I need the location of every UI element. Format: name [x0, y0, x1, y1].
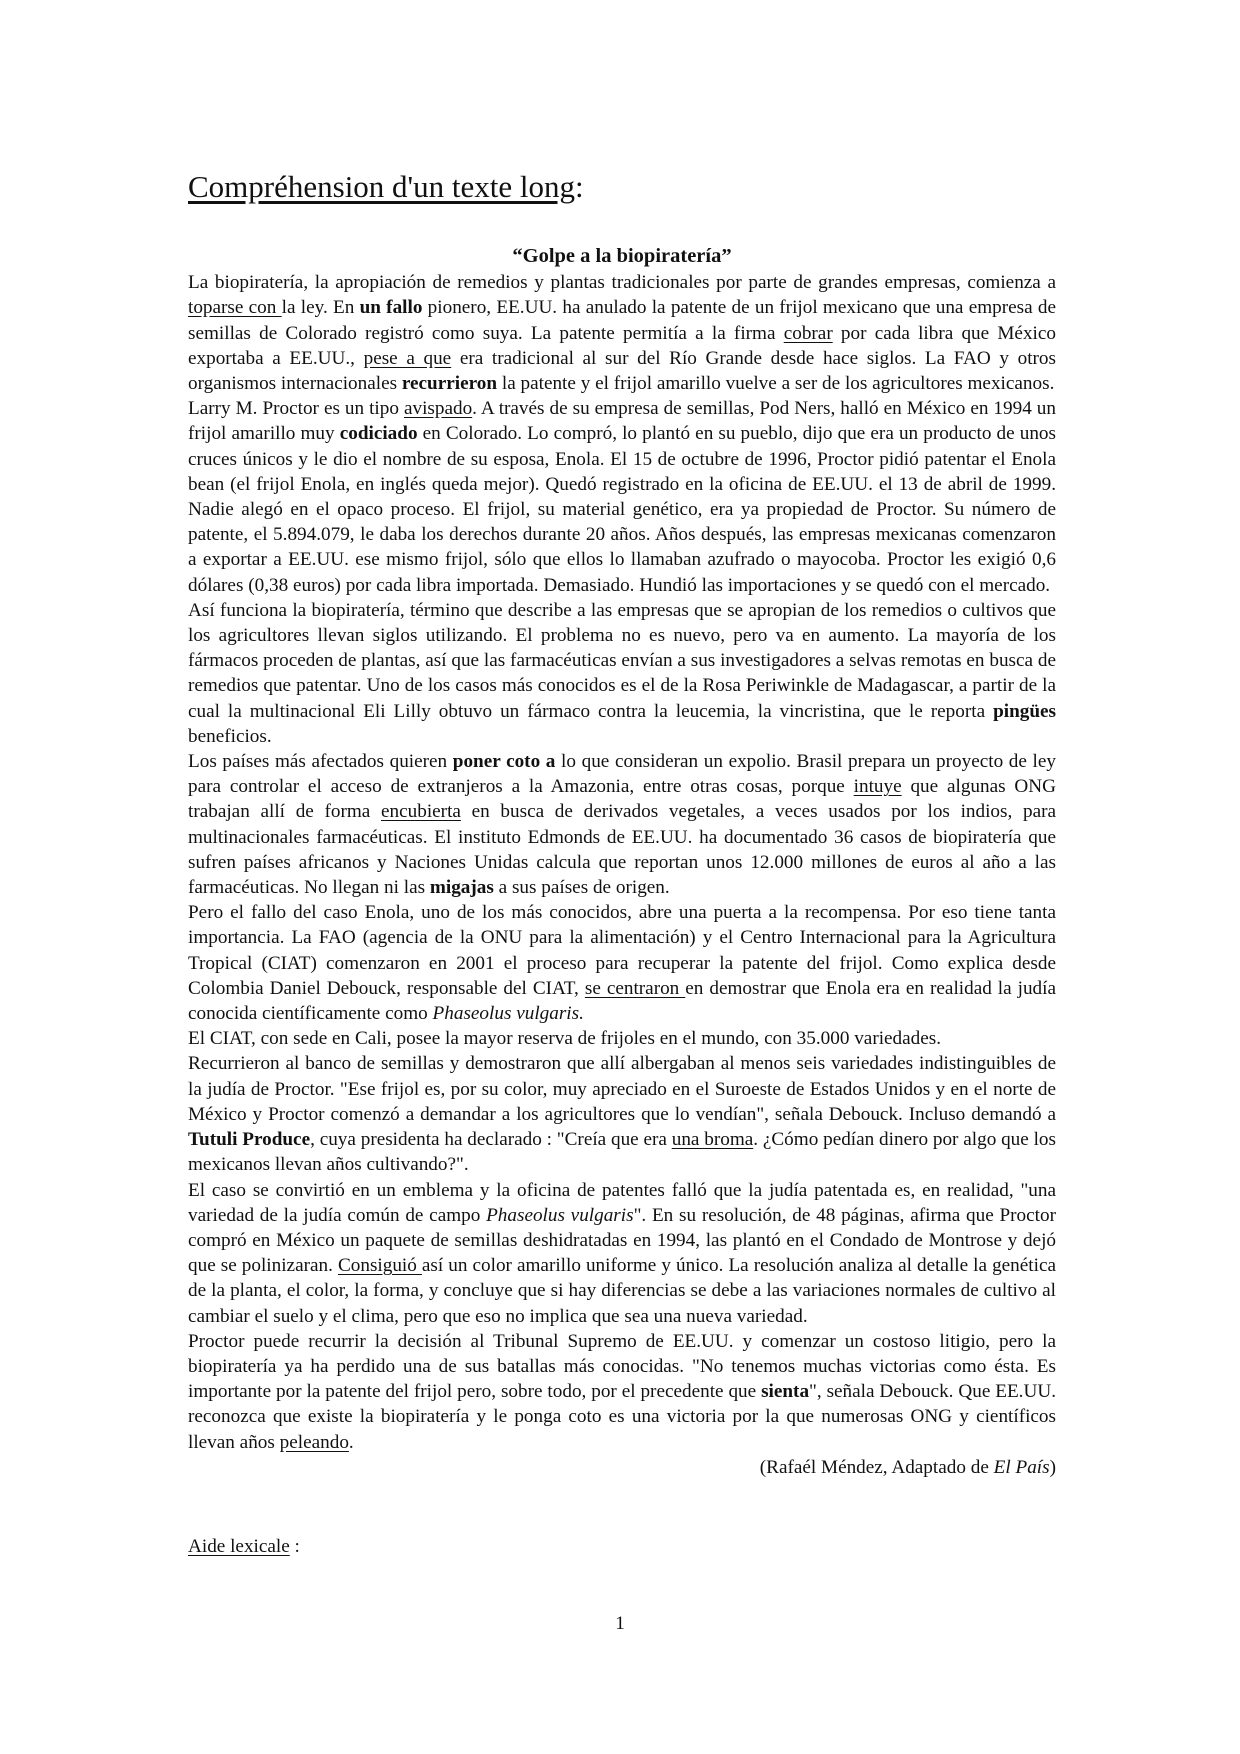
underlined-term: cobrar [783, 322, 833, 344]
article-paragraph [188, 749, 1056, 900]
text-run: en Colorado. Lo compró, lo plantó en su pueblo, dijo que era un producto de unos cruces únicos y le dio el nombre de su esposa, Enola. El 15 de octubre de 1996, Proctor pidió patentar el Enola bean (el frijol Enola, en inglés queda mejor). Quedó registrado en la oficina de EE.UU. el 13 de abril de 1999. Nadie alegó en el opaco proceso. El frijol, su material genético, era ya propiedad de Proctor. Su número de patente, el 5.894.079, le daba los derechos durante 20 años. Años después, las empresas mexicanas comenzaron a exportar a EE.UU. ese mismo frijol, sólo que ellos lo llamaban azufrado o mayocoba. Proctor les exigió 0,6 dólares (0,38 euros) por cada libra importada. Demasiado. Hundió las importaciones y se quedó con el mercado. [188, 423, 1056, 596]
text-run: que algunas ONG trabajan allí de forma [188, 776, 1057, 823]
article-paragraph [188, 1051, 1056, 1177]
text-run: El CIAT, con sede en Cali, posee la mayor reserva de frijoles en el mundo, con 35.000 variedades. [188, 1028, 942, 1050]
italic-text: Phaseolus vulgaris [486, 1204, 634, 1226]
article-title: “Golpe a la biopiratería” [512, 245, 732, 268]
text-run: así un color amarillo uniforme y único. La resolución analiza al detalle la genética de la planta, el color, la forma, y concluye que si hay diferencias se debe a las variaciones normales de cultivo al cambiar el suelo y el clima, pero que eso no implica que sea una nueva variedad. [188, 1255, 1056, 1327]
bold-term: pingües [993, 700, 1056, 722]
text-run: Así funciona la biopiratería, término que describe a las empresas que se apropian de los remedios o cultivos que los agricultores llevan siglos utilizando. El problema no es nuevo, pero va en aumento. La mayoría de los fármacos proceden de plantas, así que las farmacéuticas envían a sus investigadores a selvas remotas en busca de remedios que patentar. Uno de los casos más conocidos es el de la Rosa Periwinkle de Madagascar, a partir de la cual la multinacional Eli Lilly obtuvo un fármaco contra la leucemia, la vincristina, que le reporta [188, 599, 1056, 722]
bold-term: Tutuli Produce [188, 1129, 311, 1151]
text-run: en demostrar que Enola era en realidad la judía conocida científicamente como [188, 977, 1056, 1025]
text-run: Pero el fallo del caso Enola, uno de los más conocidos, abre una puerta a la recompensa. Por eso tiene tanta importancia. La FAO (agencia de la ONU para la alimentación) y el Centro Internacional para la Agricultura Tropical (CIAT) comenzaron en 2001 el proceso para recuperar la patente del frijol. Como explica desde Colombia Daniel Debouck, responsable del CIAT, [188, 902, 1056, 999]
text-run: era tradicional al sur del Río Grande desde hace siglos. La FAO y otros organismos internacionales [188, 347, 1056, 394]
bold-term: migajas [429, 877, 494, 899]
text-run: ) [1049, 1456, 1056, 1478]
text-run: pionero, EE.UU. ha anulado la patente de un frijol mexicano que una empresa de semillas de Colorado registró como suya. La patente permitía a la firma [188, 297, 1056, 344]
page-number: 1 [615, 1613, 625, 1634]
text-run: (Rafaél Méndez, Adaptado de [759, 1456, 994, 1478]
bold-term: recurrieron [401, 373, 498, 394]
text-run: La biopiratería, la apropiación de remedios y plantas tradicionales por parte de grandes empresas, comienza a [188, 272, 1056, 294]
italic-text: Phaseolus vulgaris. [432, 1003, 584, 1025]
article-paragraph [188, 1178, 1056, 1329]
underlined-term: Consiguió [337, 1255, 422, 1277]
bold-term: codiciado [339, 423, 418, 445]
text-run: por cada libra que México exportaba a EE.UU., [188, 322, 1056, 369]
article-body [188, 270, 1056, 1455]
bold-term: un fallo [359, 297, 423, 319]
aide-lexicale-colon: : [289, 1535, 300, 1557]
italic-text: El País [993, 1456, 1050, 1478]
underlined-term: pese a que [363, 347, 452, 369]
text-run: . A través de su empresa de semillas, Pod Ners, halló en México en 1994 un frijol amarillo muy [188, 398, 1056, 445]
text-run: lo que consideran un expolio. Brasil prepara un proyecto de ley para controlar el acceso de extranjeros a la Amazonia, entre otras cosas, porque [188, 751, 1057, 798]
aide-lexicale [188, 1536, 1056, 1558]
article-paragraph [188, 1026, 1056, 1051]
text-run: la ley. En [281, 297, 360, 319]
text-run: Recurrieron al banco de semillas y demostraron que allí albergaban al menos seis variedades indistinguibles de la judía de Proctor. "Ese frijol es, por su color, muy apreciado en el Suroeste de Estados Unidos y en el norte de México y Proctor comenzó a demandar a los agricultores que lo vendían", señala Debouck. Incluso demandó a [188, 1053, 1056, 1125]
text-run: Los países más afectados quieren [188, 751, 453, 773]
article-paragraph [188, 598, 1056, 749]
article-paragraph [188, 270, 1056, 396]
underlined-term: toparse con [188, 297, 282, 319]
article-attribution [188, 1455, 1056, 1480]
underlined-term: peleando [279, 1431, 349, 1453]
text-run: Larry M. Proctor es un tipo [188, 398, 404, 420]
text-run: . [348, 1431, 354, 1453]
bold-term: poner coto a [452, 751, 556, 773]
underlined-term: avispado [403, 398, 473, 420]
text-run: ", señala Debouck. Que EE.UU. reconozca que existe la biopiratería y le ponga coto es una victoria por la que numerosas ONG y científicos llevan años [188, 1381, 1056, 1453]
underlined-term: encubierta [381, 801, 461, 823]
text-run: El caso se convirtió en un emblema y la oficina de patentes falló que la judía patentada es, en realidad, "una variedad de la judía común de campo [188, 1179, 1056, 1226]
text-run: ". En su resolución, de 48 páginas, afirma que Proctor compró en México un paquete de semillas deshidratadas en 1994, las plantó en el Condado de Montrose y dejó que se polinizaran. [188, 1204, 1056, 1277]
text-run: , cuya presidenta ha declarado : "Creía que era [310, 1129, 672, 1151]
text-run: en busca de derivados vegetales, a veces usados por los indios, para multinacionales farmacéuticas. El instituto Edmonds de EE.UU. ha documentado 36 casos de biopiratería que sufren países africanos y Naciones Unidas calcula que reportan unos 12.000 millones de euros al año a las farmacéuticas. No llegan ni las [188, 801, 1056, 899]
text-run: beneficios. [188, 725, 272, 747]
text-run: . ¿Cómo pedían dinero por algo que los mexicanos llevan años cultivando?". [188, 1129, 1056, 1176]
section-heading-text: Compréhension d'un texte long [188, 169, 576, 204]
section-heading [188, 168, 1056, 205]
article-paragraph [188, 1329, 1056, 1455]
aide-lexicale-label: Aide lexicale [188, 1535, 290, 1557]
bold-term: sienta [761, 1381, 810, 1403]
document-page [188, 168, 1056, 1558]
article-paragraph [188, 900, 1056, 1026]
article-paragraph [188, 396, 1056, 598]
text-run: la patente y el frijol amarillo vuelve a ser de los agricultores mexicanos. [497, 373, 1055, 394]
underlined-term: una broma [671, 1129, 754, 1151]
text-run: Proctor puede recurrir la decisión al Tribunal Supremo de EE.UU. y comenzar un costoso litigio, pero la biopiratería ya ha perdido una de sus batallas más conocidas. "No tenemos muchas victorias como ésta. Es importante por la patente del frijol pero, sobre todo, por el precedente que [188, 1330, 1056, 1403]
underlined-term: se centraron [584, 977, 686, 999]
text-run: a sus países de origen. [493, 877, 670, 899]
section-heading-colon: : [575, 169, 584, 204]
underlined-term: intuye [853, 776, 902, 798]
